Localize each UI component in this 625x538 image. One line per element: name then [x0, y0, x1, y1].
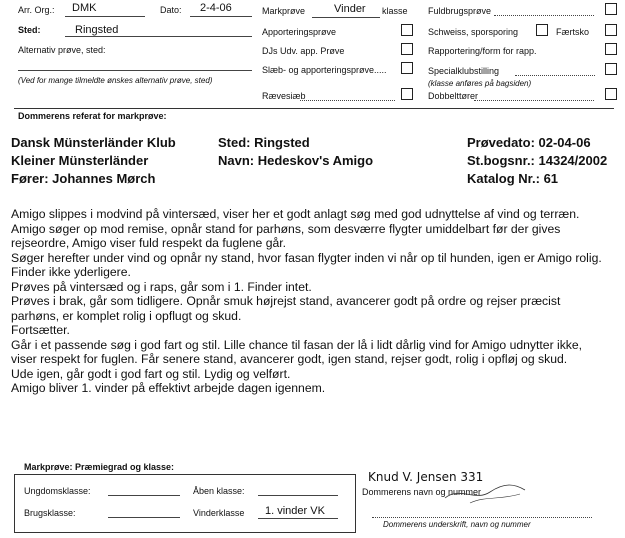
special-label: Specialklubstilling: [428, 66, 500, 76]
report-paragraph: Prøves i brak, går som tidligere. Opnår smuk højrejst stand, avancerer godt på ordre og rejser præcist parhøns, er komplet rolig i opflugt og skud.: [11, 294, 561, 323]
premiegrad-box: [14, 474, 356, 533]
dato-value[interactable]: 2-4-06: [200, 2, 232, 14]
sted-value[interactable]: Ringsted: [75, 24, 119, 36]
dobbelt-checkbox[interactable]: [605, 88, 617, 100]
klasse-note: (klasse anføres på bagsiden): [428, 79, 532, 88]
rapportering-checkbox[interactable]: [605, 43, 617, 55]
schweiss-checkbox[interactable]: [536, 24, 548, 36]
alt-line: [18, 70, 252, 71]
report-paragraph: Går i et passende søg i god fart og stil. Lille chance til fasan der lå i lidt dårlig vind for Amigo udnytter ikke, viser respekt for fuglen. Får senere stand, avancerer godt, igen stand, rejser godt, rolig i opfløj og skud.: [11, 337, 583, 366]
provedato: Prøvedato: 02-04-06: [467, 135, 591, 150]
special-dots: [515, 75, 595, 76]
forer: Fører: Johannes Mørch: [11, 171, 156, 186]
judge-name-caption: Dommerens navn og nummer: [362, 487, 482, 497]
klasse-label: klasse: [382, 6, 408, 16]
vinder-value[interactable]: 1. vinder VK: [265, 505, 325, 517]
dato-label: Dato:: [160, 5, 182, 15]
judge-report: [11, 207, 611, 396]
aaben-line[interactable]: [258, 495, 338, 496]
arr-org-line: [65, 16, 145, 17]
report-paragraph: Amigo søger op mod remise, opnår stand for parhøns, som desværre flygter umiddelbart før der gives rejseordre, Amigo viser fuld respekt da fuglene går.: [11, 221, 561, 250]
fuldbrug-checkbox[interactable]: [605, 3, 617, 15]
raeveslaeb-checkbox[interactable]: [401, 88, 413, 100]
report-paragraph: Amigo bliver 1. vinder på effektivt arbejde dagen igennem.: [11, 381, 326, 395]
dato-line: [190, 16, 252, 17]
apportering-label: Apporteringsprøve: [262, 27, 337, 37]
vinder-label: Vinderklasse: [193, 508, 245, 518]
vinder-line: [258, 518, 338, 519]
djs-checkbox[interactable]: [401, 43, 413, 55]
sted-line: [65, 36, 252, 37]
signature-caption: Dommerens underskrift, navn og nummer: [383, 520, 531, 529]
rapportering-label: Rapportering/form for rapp.: [428, 46, 537, 56]
ungdom-label: Ungdomsklasse:: [24, 486, 91, 496]
fuldbrug-dots: [494, 15, 594, 16]
fuldbrug-label: Fuldbrugsprøve: [428, 6, 492, 16]
report-paragraph: Prøves på vintersæd og i raps, går som i 1. Finder intet.: [11, 279, 312, 294]
sted-info: Sted: Ringsted: [218, 135, 310, 150]
markprove-line: [312, 17, 380, 18]
schweiss-label: Schweiss, sporsporing: [428, 27, 519, 37]
special-checkbox[interactable]: [605, 63, 617, 75]
brugs-line[interactable]: [108, 517, 180, 518]
club-name: Dansk Münsterländer Klub: [11, 135, 176, 150]
markprove-value[interactable]: Vinder: [334, 3, 366, 15]
arr-org-label: Arr. Org.:: [18, 5, 55, 15]
report-paragraph: Fortsætter.: [11, 323, 70, 337]
report-paragraph: Amigo slippes i modvind på vintersæd, viser her et godt anlagt søg med god udnyttelse af vind og terræn.: [11, 207, 580, 221]
dobbelt-label: Dobbelttører: [428, 91, 479, 101]
ungdom-line[interactable]: [108, 495, 180, 496]
report-paragraph: Søger herefter under vind og opnår ny stand, hvor fasan flygter inden vi når op til hunden, igen er Amigo rolig. Finder ikke yderligere.: [11, 250, 602, 279]
slaeb-label: Slæb- og apporteringsprøve.....: [262, 65, 387, 75]
aaben-label: Åben klasse:: [193, 486, 245, 496]
slaeb-checkbox[interactable]: [401, 62, 413, 74]
faertsko-label: Færtsko: [556, 27, 590, 37]
judge-name: Knud V. Jensen 331: [368, 470, 484, 484]
section-title: Dommerens referat for markprøve:: [18, 111, 167, 121]
dog-name: Navn: Hedeskov's Amigo: [218, 153, 374, 168]
raeveslaeb-label: Rævesiæb: [262, 91, 306, 101]
stambog-number: St.bogsnr.: 14324/2002: [467, 153, 608, 168]
sted-label: Sted:: [18, 25, 41, 35]
raeveslaeb-dots: [300, 100, 395, 101]
brugs-label: Brugsklasse:: [24, 508, 76, 518]
dobbelt-dots: [474, 100, 594, 101]
report-paragraph: Ude igen, går godt i god fart og stil. Lydig og velført.: [11, 366, 291, 381]
arr-org-value[interactable]: DMK: [72, 2, 97, 14]
alt-note: (Ved for mange tilmeldte ønskes alternativ prøve, sted): [18, 76, 213, 85]
katalog-number: Katalog Nr.: 61: [467, 171, 559, 186]
footer-title: Markprøve: Præmiegrad og klasse:: [24, 462, 175, 472]
breed: Kleiner Münsterländer: [11, 153, 149, 168]
apportering-checkbox[interactable]: [401, 24, 413, 36]
faertsko-checkbox[interactable]: [605, 24, 617, 36]
signature-line: [372, 517, 592, 518]
djs-label: DJs Udv. app. Prøve: [262, 46, 345, 56]
section-top-rule: [14, 108, 614, 109]
alt-label: Alternativ prøve, sted:: [18, 45, 106, 55]
judge-signature: [440, 478, 530, 508]
markprove-label: Markprøve: [262, 6, 306, 16]
